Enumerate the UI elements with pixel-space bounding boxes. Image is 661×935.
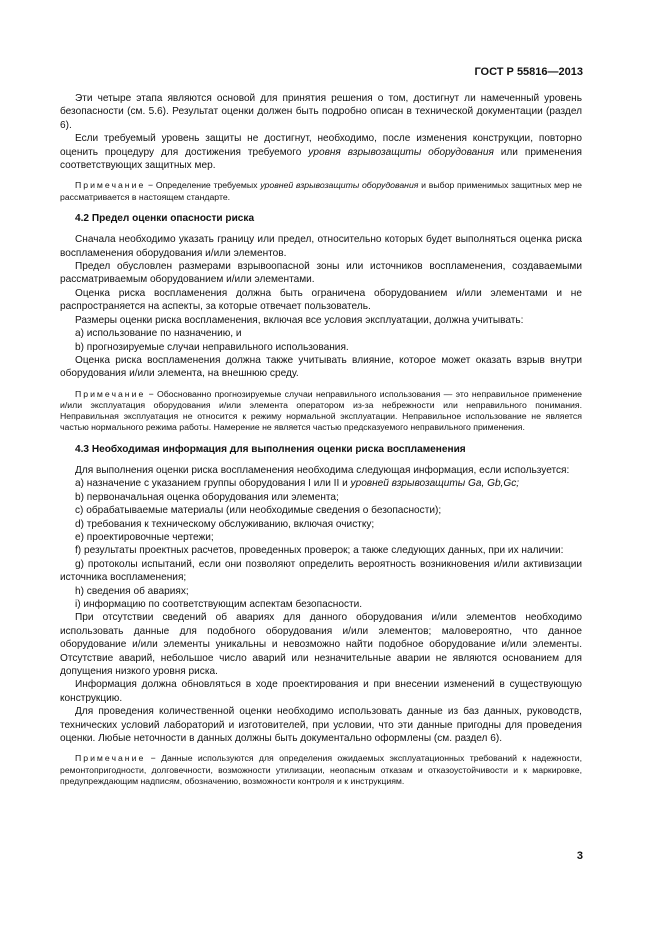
list-item [60, 477, 582, 490]
text-run: − Определение требуемых [145, 180, 261, 191]
paragraph: Для выполнения оценки риска воспламенения необходима следующая информация, если используется: [75, 464, 570, 476]
list-item: b) первоначальная оценка оборудования или элемента; [75, 491, 339, 503]
text-run: Если требуемый уровень защиты не достигнут, необходимо, после изменения конструкции, повторно оценить процедуру для достижения требуемого [60, 133, 582, 158]
page-content [60, 92, 582, 795]
paragraph: Сначала необходимо указать границу или предел, относительно которых будет выполняться оценка риска воспламенения оборудования и/или элементов. [60, 234, 582, 259]
text-run: или применения соответствующих защитных мер. [60, 146, 582, 172]
list-item: f) результаты проектных расчетов, проведенных проверок; а также следующих данных, при их наличии: [75, 545, 564, 557]
note [60, 753, 582, 787]
list-item: a) использование по назначению, и [75, 328, 242, 340]
emphasis-term: уровня взрывозащиты оборудования [308, 146, 494, 158]
list-item: e) проектировочные чертежи; [75, 531, 214, 543]
paragraph: Размеры оценки риска воспламенения, включая все условия эксплуатации, должна учитывать: [75, 314, 524, 326]
paragraph: Оценка риска воспламенения должна быть ограничена оборудованием и/или элементами и не распространяется на аспекты, за которые отвечает пользователь. [60, 287, 582, 313]
paragraph: Оценка риска воспламенения должна также учитывать влияние, которое может оказать взрыв внутри оборудования и/или элемента, на внешнюю среду. [60, 354, 582, 380]
paragraph: Предел обусловлен размерами взрывоопасной зоны или источников воспламенения, создаваемыми рассматриваемым оборудованием и/или элементами. [60, 261, 582, 286]
note-label: Примечание [75, 180, 146, 191]
text-run: − Обоснованно прогнозируемые случаи неправильного использования — это неправильное применение и/или эксплуатация оборудования и/или элемента оператором из-за небрежности или неправильного понимания. Неправильная эксплуатация не относится к режиму нормальной эксплуатации. Неправильное использование не является частью нормального режима работы. Намерение не является частью предсказуемого неправильного применения. [60, 388, 582, 433]
list-item: b) прогнозируемые случаи неправильного использования. [75, 341, 349, 353]
emphasis-term: уровней взрывозащиты Ga, Gb,Gc; [350, 478, 520, 490]
section-heading: 4.3 Необходимая информация для выполнения оценки риска воспламенения [75, 443, 466, 455]
list-item: g) протоколы испытаний, если они позволяют определить вероятность возникновения и/или активизации источника воспламенения; [60, 558, 582, 584]
paragraph: Эти четыре этапа являются основой для принятия решения о том, достигнут ли намеченный уровень безопасности (см. 5.6). Результат оценки должен быть подробно описан в технической документации (раздел 6). [60, 93, 582, 131]
paragraph: При отсутствии сведений об авариях для данного оборудования и/или элементов необходимо использовать данные для подобного оборудования и/или элементов; маловероятно, что данное оборудование и/или элементы уникальны и невозможно найти подобное оборудование и/или элементы. Отсутствие аварий, небольшое число аварий или незначительные аварии не являются основанием для допущения низкого уровня риска. [60, 612, 582, 678]
text-run: a) назначение с указанием группы оборудования I или II и [75, 478, 351, 490]
note [60, 389, 582, 434]
list-item: d) требования к техническому обслуживанию, включая очистку; [75, 518, 375, 530]
paragraph [60, 132, 582, 172]
note-label: Примечание [75, 388, 146, 399]
list-item: c) обрабатываемые материалы (или необходимые сведения о безопасности); [75, 505, 442, 517]
paragraph: Для проведения количественной оценки необходимо использовать данные из баз данных, руководств, технических условий лабораторий и изготовителей, при условии, что эти данные пригодны для проведения оценки. Любые неточности в данных должны быть документально оформлены (см. раздел 6). [60, 706, 582, 745]
paragraph: Информация должна обновляться в ходе проектирования и при внесении изменений в существующую конструкцию. [60, 679, 582, 704]
note [60, 180, 582, 202]
emphasis-term: уровней взрывозащиты оборудования [260, 180, 419, 191]
list-item: h) сведения об авариях; [75, 585, 189, 597]
section-heading: 4.2 Предел оценки опасности риска [75, 212, 255, 224]
text-run: − Данные используются для определения ожидаемых эксплуатационных требований к надежности, ремонтопригодности, долговечности, возможности утилизации, неопасным отказам и отказоустойчивости и к маркировке, предупреждающим надписям, обозначению, возможности контроля и к инструкциям. [60, 753, 582, 786]
note-label: Примечание [75, 753, 146, 764]
text-run: и выбор применимых защитных мер не рассматривается в настоящем стандарте. [60, 180, 583, 202]
standard-header: ГОСТ Р 55816—2013 [474, 66, 583, 78]
list-item: i) информацию по соответствующим аспектам безопасности. [75, 599, 363, 610]
page-number: 3 [576, 850, 583, 862]
